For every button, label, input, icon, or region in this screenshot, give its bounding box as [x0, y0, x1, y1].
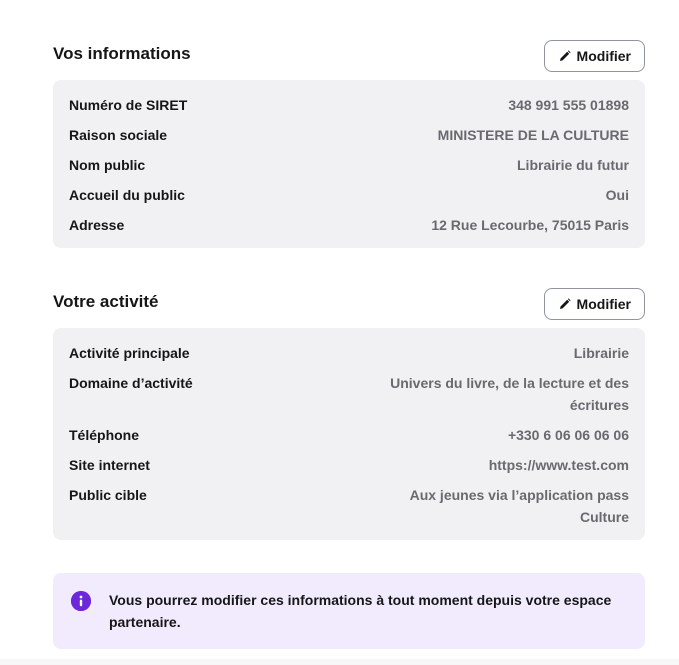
row-value: +330 6 06 06 06 06 [507, 427, 629, 443]
row-value: Univers du livre, de la lecture et des écritures [390, 375, 629, 413]
info-banner [53, 573, 645, 649]
edit-informations-button[interactable] [544, 40, 645, 72]
row-value: Librairie du futur [517, 157, 629, 173]
activite-row-site [69, 454, 629, 476]
row-label: Adresse [69, 217, 125, 233]
row-value: https://www.test.com [488, 457, 629, 473]
info-row-adresse [69, 214, 629, 236]
pencil-icon [559, 50, 571, 62]
row-label: Accueil du public [69, 187, 185, 203]
info-row-nom-public [69, 154, 629, 176]
bottom-edge [0, 659, 679, 665]
activite-section [53, 288, 645, 540]
informations-section [53, 40, 645, 248]
informations-title: Vos informations [53, 44, 191, 63]
activite-row-telephone [69, 424, 629, 446]
edit-informations-label: Modifier [576, 48, 631, 64]
row-label: Site internet [69, 457, 150, 473]
row-value: 348 991 555 01898 [508, 97, 629, 113]
activite-row-domaine [69, 372, 629, 416]
info-icon [71, 591, 91, 611]
edit-activite-label: Modifier [576, 296, 631, 312]
row-label: Téléphone [69, 427, 140, 443]
activite-title: Votre activité [53, 292, 159, 311]
row-value: Librairie [573, 345, 629, 361]
row-label: Domaine d’activité [69, 375, 193, 391]
info-row-siret [69, 94, 629, 116]
activite-card [53, 328, 645, 540]
row-label: Activité principale [69, 345, 190, 361]
informations-header [53, 40, 645, 80]
row-value: MINISTERE DE LA CULTURE [437, 127, 629, 143]
row-label: Numéro de SIRET [69, 97, 188, 113]
activite-header [53, 288, 645, 328]
edit-activite-button[interactable] [544, 288, 645, 320]
row-value: Aux jeunes via l’application pass Culture [409, 487, 629, 525]
activite-row-principale [69, 342, 629, 364]
activite-row-public-cible [69, 484, 629, 528]
info-row-accueil-public [69, 184, 629, 206]
informations-card [53, 80, 645, 248]
info-banner-text: Vous pourrez modifier ces informations à tout moment depuis votre espace partenaire. [109, 592, 612, 630]
pencil-icon [559, 298, 571, 310]
row-label: Raison sociale [69, 127, 168, 143]
row-value: 12 Rue Lecourbe, 75015 Paris [431, 217, 629, 233]
row-label: Nom public [69, 157, 146, 173]
row-value: Oui [605, 187, 629, 203]
row-label: Public cible [69, 487, 147, 503]
info-row-raison-sociale [69, 124, 629, 146]
